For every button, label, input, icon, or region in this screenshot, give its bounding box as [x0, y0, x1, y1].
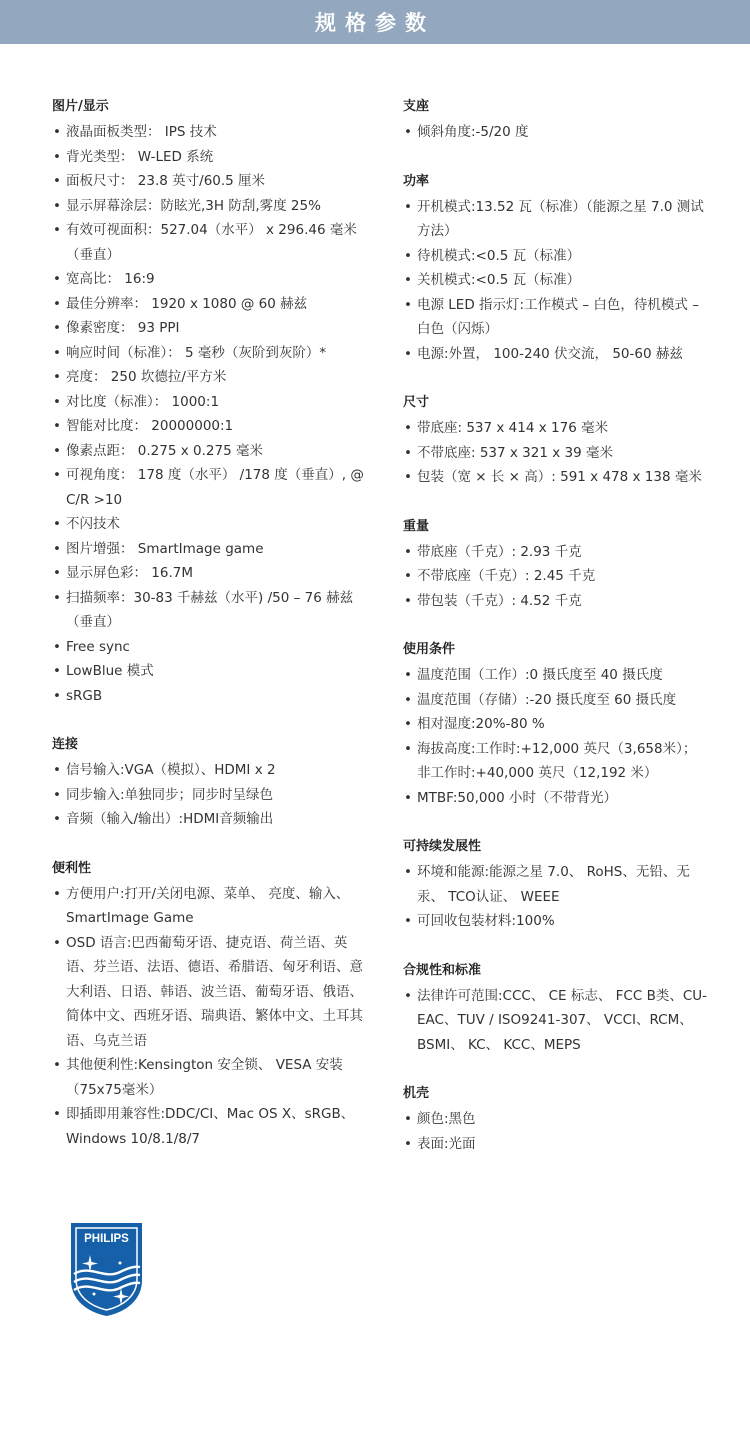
spec-section: [403, 518, 708, 614]
page-title: 规格参数: [315, 11, 435, 35]
spec-item: • 像素密度： 93 PPI: [52, 316, 370, 341]
spec-item: • sRGB: [52, 684, 370, 709]
spec-item: • 响应时间（标准）： 5 毫秒（灰阶到灰阶）*: [52, 341, 370, 366]
spec-item: • 待机模式:<0.5 瓦（标准）: [403, 244, 708, 269]
spec-item: • 面板尺寸： 23.8 英寸/60.5 厘米: [52, 169, 370, 194]
spec-item: • 法律许可范围:CCC、 CE 标志、 FCC B类、CU-EAC、TUV / ISO9241-307、 VCCI、RCM、 BSMI、 KC、 KCC、MEPS: [403, 984, 708, 1058]
spec-item: • 包装（宽 × 长 × 高）: 591 x 478 x 138 毫米: [403, 465, 708, 490]
spec-item: • 其他便利性:Kensington 安全锁、 VESA 安装（75x75毫米）: [52, 1053, 370, 1102]
spec-item: • 最佳分辨率： 1920 x 1080 @ 60 赫兹: [52, 292, 370, 317]
section-title: 支座: [403, 99, 430, 114]
spec-item: • 有效可视面积：527.04（水平） x 296.46 毫米（垂直）: [52, 218, 370, 267]
spec-item: • MTBF:50,000 小时（不带背光）: [403, 786, 708, 811]
spec-item: • 开机模式:13.52 瓦（标准）（能源之星 7.0 测试方法）: [403, 195, 708, 244]
spec-item: • 信号输入:VGA（模拟）、HDMI x 2: [52, 758, 370, 783]
section-title: 机壳: [403, 1086, 430, 1101]
spec-item: • 智能对比度： 20000000:1: [52, 414, 370, 439]
section-title: 图片/显示: [52, 99, 109, 114]
logo-text: PHILIPS: [84, 1233, 129, 1245]
section-title: 合规性和标准: [403, 962, 482, 978]
spec-item: • 音频（输入/输出）:HDMI音频输出: [52, 807, 370, 832]
spec-item: • 带包装（千克）: 4.52 千克: [403, 589, 708, 614]
spec-item: • 不闪技术: [52, 512, 370, 537]
spec-item: • 倾斜角度:-5/20 度: [403, 120, 708, 145]
spec-item: • 表面:光面: [403, 1132, 708, 1157]
spec-item: • 像素点距： 0.275 x 0.275 毫米: [52, 439, 370, 464]
section-title: 可持续发展性: [403, 839, 482, 854]
spec-item: • 宽高比： 16:9: [52, 267, 370, 292]
section-title: 便利性: [52, 860, 92, 876]
spec-item: • 电源 LED 指示灯:工作模式 – 白色，待机模式 – 白色（闪烁）: [403, 293, 708, 342]
spec-section: [52, 736, 370, 832]
spec-item: • 颜色:黑色: [403, 1107, 708, 1132]
spec-section: [52, 860, 370, 1152]
spec-item: • 显示屏幕涂层：防眩光,3H 防刮,雾度 25%: [52, 194, 370, 219]
spec-item: • 亮度： 250 坎德拉/平方米: [52, 365, 370, 390]
spec-item: • 显示屏色彩： 16.7M: [52, 561, 370, 586]
spec-item: • 电源:外置， 100-240 伏交流， 50-60 赫兹: [403, 342, 708, 367]
section-title: 功率: [403, 173, 430, 189]
philips-shield-icon: [70, 1222, 143, 1317]
spec-item: • 海拔高度:工作时:+12,000 英尺（3,658米）；非工作时:+40,000 英尺（12,192 米）: [403, 737, 708, 786]
spec-column-left: [52, 98, 370, 1179]
spec-section: [403, 962, 708, 1058]
spec-item: • 图片增强： SmartImage game: [52, 537, 370, 562]
spec-item: • 关机模式:<0.5 瓦（标准）: [403, 268, 708, 293]
spec-item: • 液晶面板类型： IPS 技术: [52, 120, 370, 145]
spec-section: [403, 838, 708, 934]
spec-item: • OSD 语言:巴西葡萄牙语、捷克语、荷兰语、英语、芬兰语、法语、德语、希腊语、匈牙利语、意大利语、日语、韩语、波兰语、葡萄牙语、俄语、简体中文、西班牙语、瑞典语、繁体中文、土耳其语、乌克兰语: [52, 931, 370, 1054]
spec-item: • 带底座: 537 x 414 x 176 毫米: [403, 416, 708, 441]
spec-section: [403, 173, 708, 367]
spec-item: • 扫描频率：30-83 千赫兹（水平) /50 – 76 赫兹（垂直）: [52, 586, 370, 635]
spec-section: [403, 1085, 708, 1156]
spec-item: • 带底座（千克）: 2.93 千克: [403, 540, 708, 565]
spec-item: • 相对湿度:20%-80 %: [403, 712, 708, 737]
spec-item: • 温度范围（存储）:-20 摄氏度至 60 摄氏度: [403, 688, 708, 713]
section-title: 连接: [52, 737, 79, 752]
spec-item: • 不带底座（千克）: 2.45 千克: [403, 564, 708, 589]
section-title: 使用条件: [403, 642, 456, 657]
page-header: [0, 0, 750, 44]
spec-item: • 可回收包装材料:100%: [403, 909, 708, 934]
spec-item: • 温度范围（工作）:0 摄氏度至 40 摄氏度: [403, 663, 708, 688]
spec-item: • 环境和能源:能源之星 7.0、 RoHS、无铅、无汞、 TCO认证、 WEEE: [403, 860, 708, 909]
spec-item: • LowBlue 模式: [52, 659, 370, 684]
spec-column-right: [403, 98, 708, 1184]
spec-item: • 不带底座: 537 x 321 x 39 毫米: [403, 441, 708, 466]
section-title: 重量: [403, 518, 430, 534]
spec-item: • 同步输入:单独同步；同步时呈绿色: [52, 783, 370, 808]
spec-item: • 对比度（标准）： 1000:1: [52, 390, 370, 415]
spec-item: • 方便用户:打开/关闭电源、菜单、 亮度、输入、SmartImage Game: [52, 882, 370, 931]
spec-section: [403, 98, 708, 145]
spec-item: • 背光类型： W-LED 系统: [52, 145, 370, 170]
spec-section: [403, 394, 708, 490]
spec-item: • 可视角度： 178 度（水平） /178 度（垂直）, @ C/R >10: [52, 463, 370, 512]
spec-section: [403, 641, 708, 810]
spec-item: • 即插即用兼容性:DDC/CI、Mac OS X、sRGB、Windows 10/8.1/8/7: [52, 1102, 370, 1151]
spec-item: • Free sync: [52, 635, 370, 660]
section-title: 尺寸: [403, 395, 430, 410]
spec-section: [52, 98, 370, 708]
